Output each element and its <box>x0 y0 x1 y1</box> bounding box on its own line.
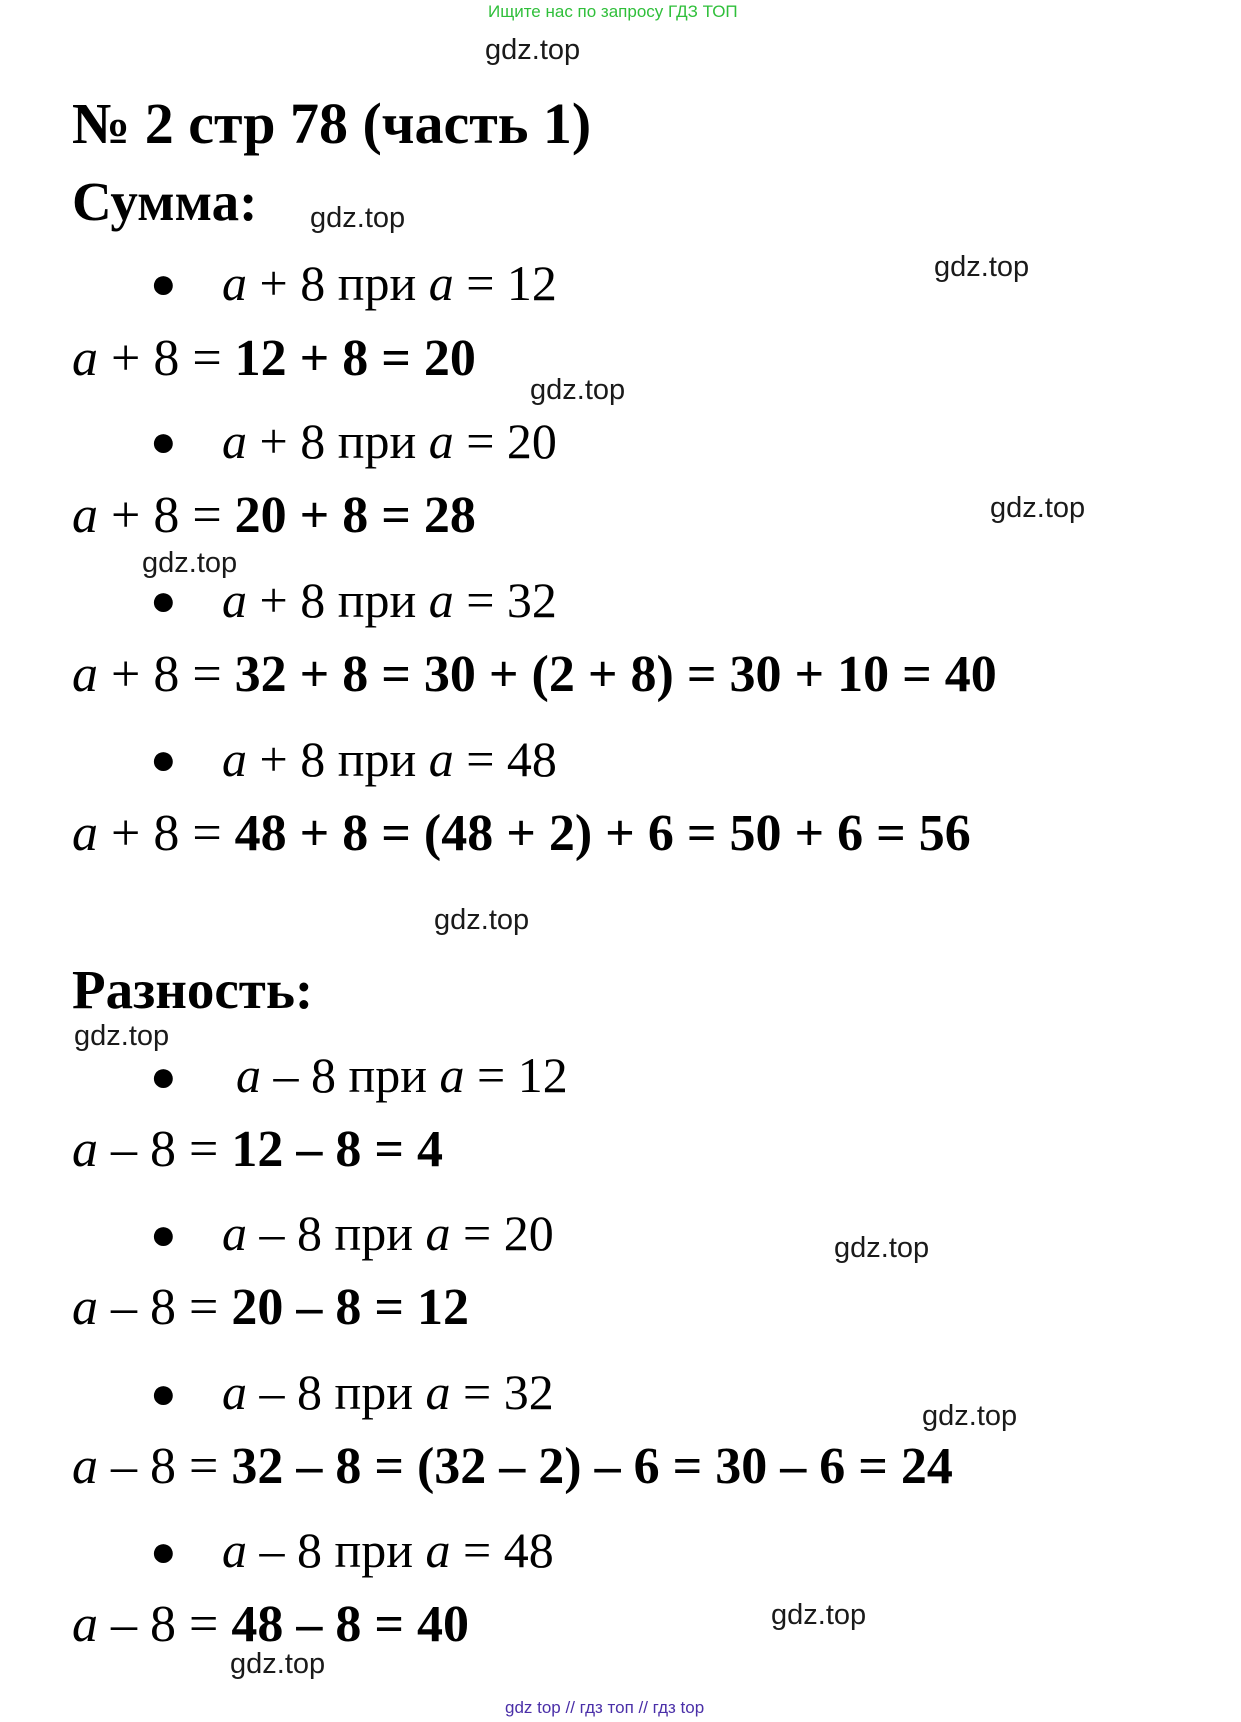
difference-task-3 <box>222 1364 554 1420</box>
bullet-icon: ● <box>150 1052 177 1101</box>
difference-solution-2 <box>72 1279 469 1336</box>
sum-task-4 <box>222 731 557 787</box>
sum-solution-2 <box>72 487 476 544</box>
solution-lhs: – 8 = <box>98 1596 232 1653</box>
sum-heading: Сумма: <box>72 171 258 232</box>
task-expression: + 8 при <box>247 413 429 469</box>
variable: a <box>425 1205 451 1261</box>
difference-task-1 <box>236 1047 568 1103</box>
task-condition: = 48 <box>453 731 557 787</box>
sum-solution-4 <box>72 805 971 862</box>
task-expression: + 8 при <box>247 572 429 628</box>
difference-heading: Разность: <box>72 959 314 1020</box>
variable: a <box>428 413 454 469</box>
solution-lhs: + 8 = <box>98 487 235 544</box>
bullet-icon: ● <box>150 735 177 784</box>
variable: a <box>428 731 454 787</box>
variable: a <box>222 1205 247 1261</box>
sum-task-3 <box>222 572 557 628</box>
variable: a <box>72 330 98 387</box>
solution-result: 32 + 8 = 30 + (2 + 8) = 30 + 10 = 40 <box>234 646 997 703</box>
search-prompt-link[interactable]: Ищите нас по запросу ГДЗ ТОП <box>488 2 738 21</box>
sum-solution-1 <box>72 330 476 387</box>
difference-task-2 <box>222 1205 554 1261</box>
variable: a <box>72 646 98 703</box>
sum-task-2 <box>222 413 557 469</box>
variable: a <box>222 572 247 628</box>
variable: a <box>72 1438 98 1495</box>
difference-solution-1 <box>72 1121 443 1178</box>
task-condition: = 32 <box>453 572 557 628</box>
solution-lhs: – 8 = <box>98 1279 232 1336</box>
watermark: gdz.top <box>230 1648 326 1680</box>
variable: a <box>428 255 454 311</box>
variable: a <box>72 805 98 862</box>
variable: a <box>222 413 247 469</box>
variable: a <box>439 1047 465 1103</box>
task-condition: = 12 <box>464 1047 568 1103</box>
page-title: № 2 стр 78 (часть 1) <box>72 91 592 156</box>
watermark: gdz.top <box>771 1599 867 1631</box>
variable: a <box>72 1279 98 1336</box>
variable: a <box>222 731 247 787</box>
task-condition: = 20 <box>450 1205 554 1261</box>
task-condition: = 48 <box>450 1522 554 1578</box>
task-expression: – 8 при <box>247 1364 426 1420</box>
sum-solution-3 <box>72 646 997 703</box>
bullet-icon: ● <box>150 1369 177 1418</box>
watermark: gdz.top <box>434 904 530 936</box>
difference-solution-4 <box>72 1596 469 1653</box>
watermark: gdz.top <box>142 547 238 579</box>
bullet-icon: ● <box>150 417 177 466</box>
task-expression: + 8 при <box>247 255 429 311</box>
solution-lhs: + 8 = <box>98 805 235 862</box>
variable: a <box>222 1364 247 1420</box>
solution-result: 12 – 8 = 4 <box>231 1121 443 1178</box>
task-condition: = 20 <box>453 413 557 469</box>
variable: a <box>236 1047 261 1103</box>
variable: a <box>425 1364 451 1420</box>
task-condition: = 12 <box>453 255 557 311</box>
variable: a <box>72 1596 98 1653</box>
task-expression: – 8 при <box>247 1205 426 1261</box>
watermark: gdz.top <box>934 251 1030 283</box>
task-expression: – 8 при <box>247 1522 426 1578</box>
variable: a <box>428 572 454 628</box>
solution-lhs: + 8 = <box>98 330 235 387</box>
watermark: gdz.top <box>990 492 1086 524</box>
difference-solution-3 <box>72 1438 953 1495</box>
solution-result: 48 – 8 = 40 <box>231 1596 469 1653</box>
solution-result: 20 – 8 = 12 <box>231 1279 469 1336</box>
solution-result: 12 + 8 = 20 <box>234 330 476 387</box>
task-expression: + 8 при <box>247 731 429 787</box>
variable: a <box>72 1121 98 1178</box>
solution-lhs: – 8 = <box>98 1438 232 1495</box>
difference-task-4 <box>222 1522 554 1578</box>
footer-links[interactable]: gdz top // гдз топ // гдз top <box>505 1698 705 1717</box>
solution-result: 32 – 8 = (32 – 2) – 6 = 30 – 6 = 24 <box>231 1438 953 1495</box>
variable: a <box>222 1522 247 1578</box>
bullet-icon: ● <box>150 1527 177 1576</box>
watermark: gdz.top <box>74 1020 170 1052</box>
variable: a <box>72 487 98 544</box>
watermark: gdz.top <box>485 34 581 66</box>
bullet-icon: ● <box>150 1210 177 1259</box>
task-expression: – 8 при <box>261 1047 440 1103</box>
solution-result: 48 + 8 = (48 + 2) + 6 = 50 + 6 = 56 <box>234 805 971 862</box>
watermark: gdz.top <box>310 202 406 234</box>
solution-lhs: – 8 = <box>98 1121 232 1178</box>
bullet-icon: ● <box>150 259 177 308</box>
watermark: gdz.top <box>922 1400 1018 1432</box>
solution-result: 20 + 8 = 28 <box>234 487 476 544</box>
task-condition: = 32 <box>450 1364 554 1420</box>
watermark: gdz.top <box>530 374 626 406</box>
variable: a <box>425 1522 451 1578</box>
sum-task-1 <box>222 255 557 311</box>
solution-lhs: + 8 = <box>98 646 235 703</box>
watermark: gdz.top <box>834 1232 930 1264</box>
variable: a <box>222 255 247 311</box>
bullet-icon: ● <box>150 576 177 625</box>
